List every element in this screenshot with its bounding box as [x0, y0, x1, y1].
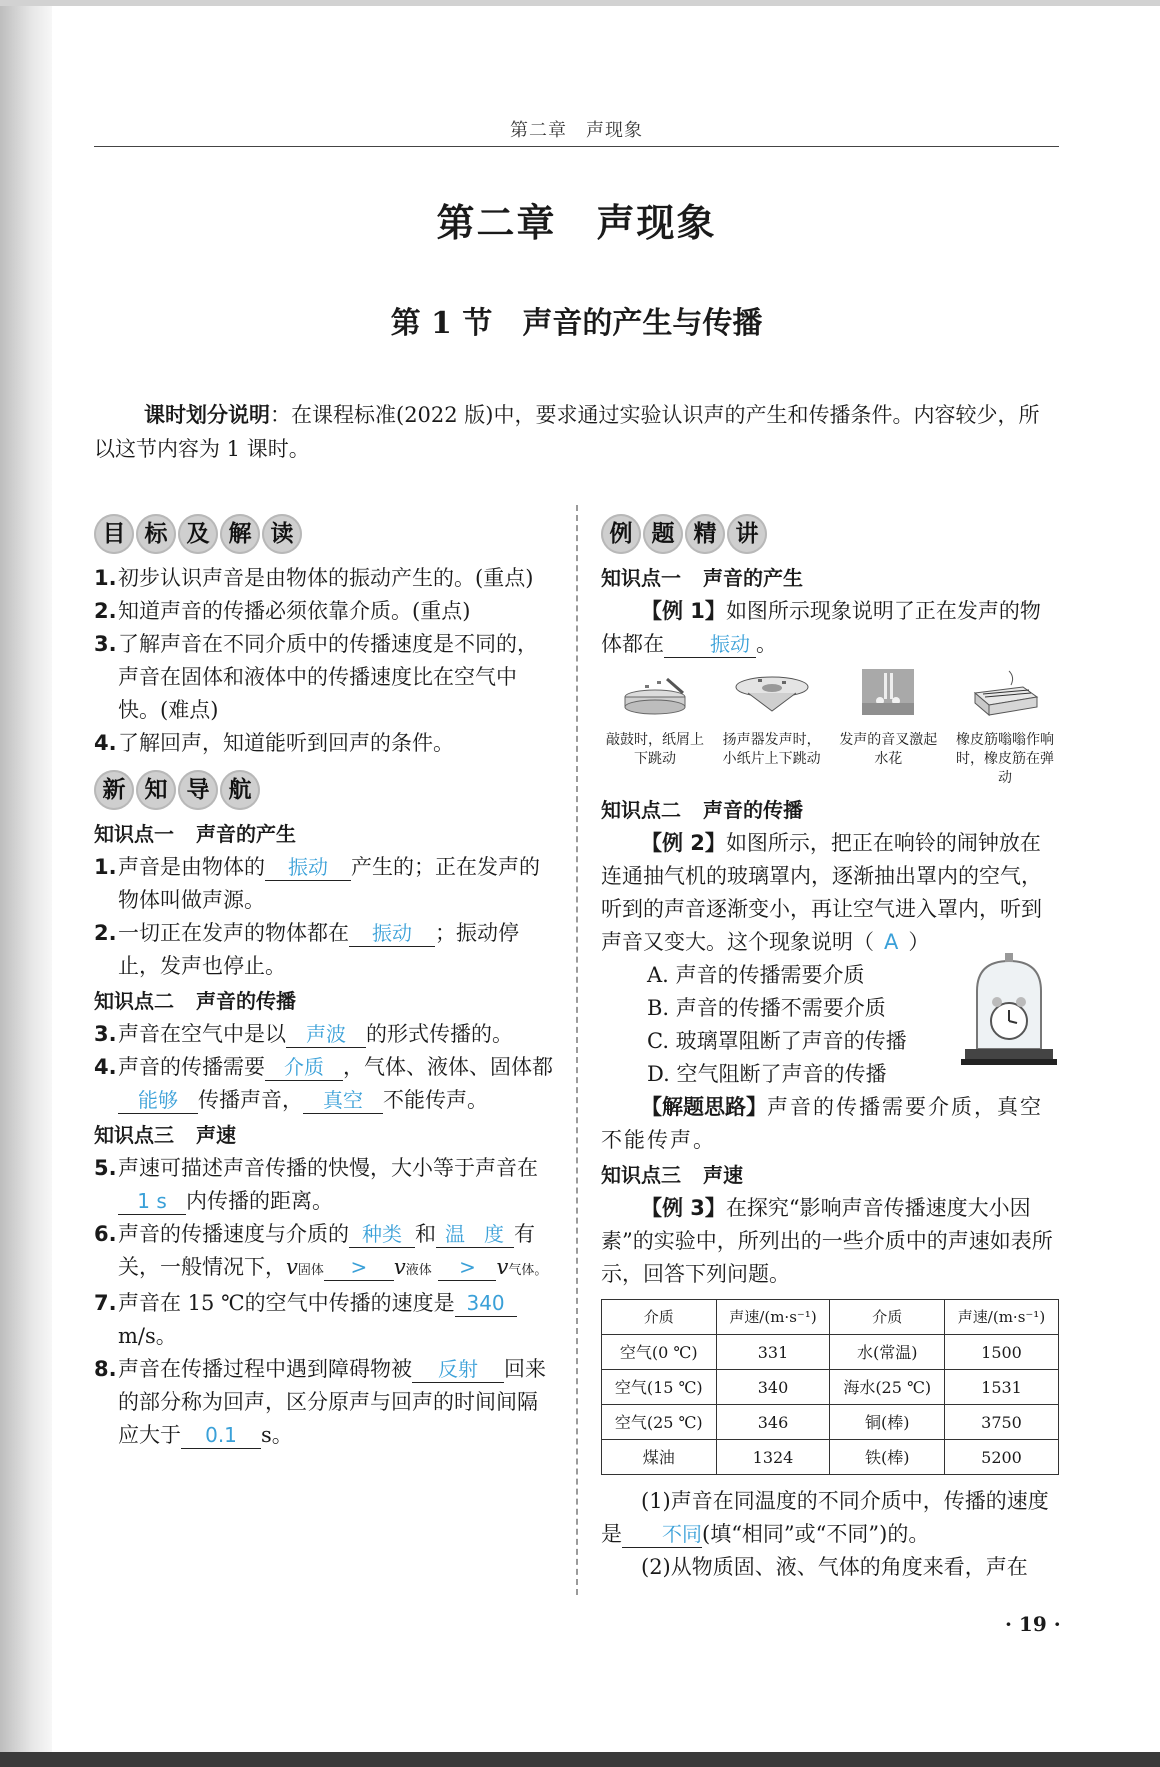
question-item: [94, 1218, 554, 1287]
table-cell: 346: [716, 1405, 830, 1440]
answer-blank: 振动: [664, 631, 756, 658]
example-text: 在探究“影响声音传播速度大小因素”的实验中，所列出的一些介质中的声速如表所示，回答下列问题。: [601, 1196, 1053, 1286]
question-text: ，气体、液体、固体都: [343, 1055, 553, 1079]
goals-badge: [94, 512, 554, 556]
option-a: A. 声音的传播需要介质: [647, 963, 865, 987]
table-cell: 铁(棒): [830, 1440, 945, 1475]
answer-blank: 1 s: [118, 1188, 186, 1215]
answer-blank: 真空: [303, 1087, 383, 1114]
goal-text: 了解声音在不同介质中的传播速度是不同的，声音在固体和液体中的传播速度比在空气中快。(难点): [118, 632, 538, 722]
badge-char: 读: [262, 514, 302, 554]
badge-char: 题: [643, 514, 683, 554]
kp-label: 知识点一: [94, 822, 174, 846]
question-text: 不能传声。: [383, 1088, 488, 1112]
choice-answer: A: [884, 930, 899, 954]
answer-blank: 振动: [265, 854, 351, 881]
question-text: 声音在传播过程中遇到障碍物被: [118, 1357, 412, 1381]
badge-char: 新: [94, 770, 134, 810]
sound-speed-table: [601, 1299, 1059, 1475]
answer-blank: 340: [455, 1290, 517, 1317]
answer-blank: 种类: [349, 1221, 415, 1248]
table-header: 介质: [602, 1300, 717, 1335]
question-text: m/s。: [118, 1324, 177, 1348]
answer-blank: 反射: [412, 1356, 504, 1383]
item-number: 4.: [94, 731, 117, 755]
kp-title: 声音的传播: [196, 989, 296, 1013]
table-cell: 海水(25 ℃): [830, 1370, 945, 1405]
badge-char: 标: [136, 514, 176, 554]
table-row: [602, 1405, 1059, 1440]
right-column: [601, 512, 1059, 1584]
options-block: [601, 959, 1059, 1091]
question-text: 声音的传播需要: [118, 1055, 265, 1079]
figure-caption: 发声的音叉激起水花: [839, 732, 938, 767]
solution-tag: 【解题思路】: [641, 1095, 767, 1119]
goal-text: 初步认识声音是由物体的振动产生的。(重点): [118, 566, 534, 590]
option-b: B. 声音的传播不需要介质: [647, 996, 886, 1020]
item-number: 3.: [94, 1022, 117, 1046]
item-number: 4.: [94, 1055, 117, 1079]
page-shadow-top: [0, 0, 1160, 6]
running-head: 第二章 声现象: [510, 120, 643, 141]
subscript: 气体: [508, 1263, 535, 1278]
figure-caption: 敲鼓时，纸屑上下跳动: [606, 732, 704, 767]
choice-bracket: （: [853, 930, 874, 954]
velocity-symbol: v: [286, 1255, 298, 1279]
table-header: 声速/(m·s⁻¹): [716, 1300, 830, 1335]
goal-item: [94, 595, 554, 628]
question-item: [94, 1018, 554, 1051]
table-cell: 空气(25 ℃): [602, 1405, 717, 1440]
kp-title: 声音的产生: [196, 822, 296, 846]
question-text: (1)声音在同温度的不同介质中，传播的速度是: [601, 1489, 1049, 1546]
example-2: [601, 827, 1059, 959]
badge-char: 知: [136, 770, 176, 810]
item-number: 6.: [94, 1222, 117, 1246]
answer-blank: >: [438, 1254, 496, 1281]
table-cell: 1531: [945, 1370, 1059, 1405]
table-header: 介质: [830, 1300, 945, 1335]
nav-badge: [94, 768, 554, 812]
question-text: 声音在空气中是以: [118, 1022, 286, 1046]
kp-title: 声速: [196, 1123, 236, 1147]
table-row: [602, 1440, 1059, 1475]
answer-blank: 能够: [118, 1087, 198, 1114]
question-text: ；振动停止，发声也停止。: [118, 921, 519, 978]
table-cell: 煤油: [602, 1440, 717, 1475]
subscript: 固体: [297, 1263, 324, 1278]
table-cell: 5200: [945, 1440, 1059, 1475]
figure-drum: [601, 667, 709, 788]
column-divider: [576, 505, 578, 1595]
knowledge-point-heading: [601, 562, 1059, 595]
option-c: C. 玻璃罩阻断了声音的传播: [647, 1029, 907, 1053]
question-text: 传播声音，: [198, 1088, 303, 1112]
item-number: 5.: [94, 1156, 117, 1180]
question-text: 和: [415, 1222, 436, 1246]
intro-label: 课时划分说明: [144, 403, 270, 427]
velocity-symbol: v: [393, 1255, 406, 1279]
table-row: [602, 1370, 1059, 1405]
question-text: s。: [261, 1423, 293, 1447]
question-text: 。: [534, 1263, 548, 1278]
answer-blank: 振动: [349, 920, 435, 947]
table-header: 声速/(m·s⁻¹): [945, 1300, 1059, 1335]
question-text: 内传播的距离。: [186, 1189, 333, 1213]
option-d: D. 空气阻断了声音的传播: [647, 1062, 887, 1086]
question-item: [94, 917, 554, 983]
question-item: [94, 1353, 554, 1452]
knowledge-point-heading: [94, 985, 554, 1018]
question-text: 声音在 15 ℃的空气中传播的速度是: [118, 1291, 455, 1315]
examples-badge: [601, 512, 1059, 556]
kp-title: 声速: [703, 1163, 743, 1187]
question-text: 声速可描述声音传播的快慢，大小等于声音在: [118, 1156, 538, 1180]
example-tag: 【例 2】: [641, 831, 726, 855]
intro-paragraph: [94, 398, 1059, 466]
figure-row: [601, 667, 1059, 788]
question-item: [94, 1051, 554, 1117]
table-cell: 340: [716, 1370, 830, 1405]
left-column: [94, 512, 554, 1452]
badge-char: 导: [178, 770, 218, 810]
knowledge-point-heading: [601, 794, 1059, 827]
item-number: 8.: [94, 1357, 117, 1381]
item-number: 1.: [94, 566, 117, 590]
question-text: 声音的传播速度与介质的: [118, 1222, 349, 1246]
table-row: [602, 1335, 1059, 1370]
bell-jar-illustration: [959, 951, 1059, 1071]
answer-blank: 介质: [265, 1054, 343, 1081]
question-text: (填“相同”或“不同”)的。: [702, 1522, 930, 1546]
table-cell: 3750: [945, 1405, 1059, 1440]
badge-char: 及: [178, 514, 218, 554]
velocity-symbol: v: [496, 1255, 509, 1279]
table-cell: 空气(15 ℃): [602, 1370, 717, 1405]
example-3: [601, 1192, 1059, 1291]
kp-label: 知识点三: [94, 1123, 174, 1147]
badge-char: 讲: [727, 514, 767, 554]
question-text: 的形式传播的。: [366, 1022, 513, 1046]
answer-blank: 不同: [622, 1521, 702, 1548]
header-rule: [94, 146, 1059, 147]
answer-blank: >: [324, 1254, 394, 1281]
question-text: 声音是由物体的: [118, 855, 265, 879]
knowledge-point-heading: [94, 1119, 554, 1152]
kp-label: 知识点二: [601, 798, 681, 822]
subscript: 液体: [405, 1263, 432, 1278]
answer-blank: 0.1: [181, 1422, 261, 1449]
badge-char: 解: [220, 514, 260, 554]
solution-text: [601, 1091, 1059, 1157]
item-number: 1.: [94, 855, 117, 879]
kp-label: 知识点一: [601, 566, 681, 590]
badge-char: 航: [220, 770, 260, 810]
sub-question-2: [601, 1551, 1059, 1584]
knowledge-point-heading: [94, 818, 554, 851]
table-cell: 铜(棒): [830, 1405, 945, 1440]
table-cell: 水(常温): [830, 1335, 945, 1370]
table-cell: 331: [716, 1335, 830, 1370]
kp-label: 知识点二: [94, 989, 174, 1013]
figure-caption: 扬声器发声时，小纸片上下跳动: [722, 732, 821, 767]
answer-blank: 温: [436, 1221, 474, 1248]
example-tag: 【例 3】: [641, 1196, 726, 1220]
table-cell: 空气(0 ℃): [602, 1335, 717, 1370]
goal-item: [94, 628, 554, 727]
tuning-fork-illustration: [848, 667, 928, 719]
item-number: 3.: [94, 632, 117, 656]
goal-item: [94, 562, 554, 595]
kp-title: 声音的产生: [703, 566, 803, 590]
drum-illustration: [615, 667, 695, 719]
goal-text: 知道声音的传播必须依靠介质。(重点): [118, 599, 471, 623]
speaker-illustration: [732, 667, 812, 719]
kp-title: 声音的传播: [703, 798, 803, 822]
answer-blank: 声波: [286, 1021, 366, 1048]
question-text: (2)从物质固、液、气体的角度来看，声在: [641, 1555, 1028, 1579]
question-item: [94, 1287, 554, 1353]
figure-speaker: [718, 667, 826, 788]
intro-text: ：在课程标准(2022 版)中，要求通过实验认识声的产生和传播条件。内容较少，所以这节内容为 1 课时。: [94, 403, 1040, 461]
page-shadow-bottom: [0, 1752, 1160, 1767]
section-title: 第 1 节 声音的产生与传播: [390, 306, 763, 341]
choice-bracket: ）: [908, 930, 930, 954]
figure-caption: 橡皮筋嗡嗡作响时，橡皮筋在弹动: [955, 732, 1054, 786]
table-cell: 1500: [945, 1335, 1059, 1370]
item-number: 7.: [94, 1291, 117, 1315]
figure-tuning-fork: [834, 667, 942, 788]
goal-item: [94, 727, 554, 760]
badge-char: 目: [94, 514, 134, 554]
item-number: 2.: [94, 599, 117, 623]
badge-char: 精: [685, 514, 725, 554]
answer-blank: 度: [474, 1221, 514, 1248]
question-item: [94, 1152, 554, 1218]
goal-text: 了解回声，知道能听到回声的条件。: [118, 731, 454, 755]
question-text: 有关，一般情况下，: [118, 1222, 535, 1279]
page-shadow-left: [0, 0, 52, 1767]
question-text: 回来的部分称为回声，区分原声与回声的时间间隔应大于: [118, 1357, 546, 1447]
example-text: 。: [756, 632, 777, 656]
rubber-band-illustration: [965, 667, 1045, 719]
question-text: 一切正在发声的物体都在: [118, 921, 349, 945]
kp-label: 知识点三: [601, 1163, 681, 1187]
table-header-row: [602, 1300, 1059, 1335]
table-cell: 1324: [716, 1440, 830, 1475]
item-number: 2.: [94, 921, 117, 945]
page-number: · 19 ·: [1005, 1612, 1061, 1636]
example-text: 如图所示现象说明了正在发声的物体都在: [601, 599, 1041, 656]
example-tag: 【例 1】: [641, 599, 726, 623]
example-text: 如图所示，把正在响铃的闹钟放在连通抽气机的玻璃罩内，逐渐抽出罩内的空气，听到的声音逐渐变小，再让空气进入罩内，听到声音又变大。这个现象说明: [601, 831, 1042, 954]
question-text: 产生的；正在发声的物体叫做声源。: [118, 855, 540, 912]
knowledge-point-heading: [601, 1159, 1059, 1192]
figure-rubber-band: [951, 667, 1059, 788]
sub-question-1: [601, 1485, 1059, 1551]
example-1: [601, 595, 1059, 661]
chapter-title: 第二章 声现象: [436, 201, 717, 245]
question-item: [94, 851, 554, 917]
solution-body: 声音的传播需要介质，真空不能传声。: [601, 1095, 1043, 1152]
badge-char: 例: [601, 514, 641, 554]
